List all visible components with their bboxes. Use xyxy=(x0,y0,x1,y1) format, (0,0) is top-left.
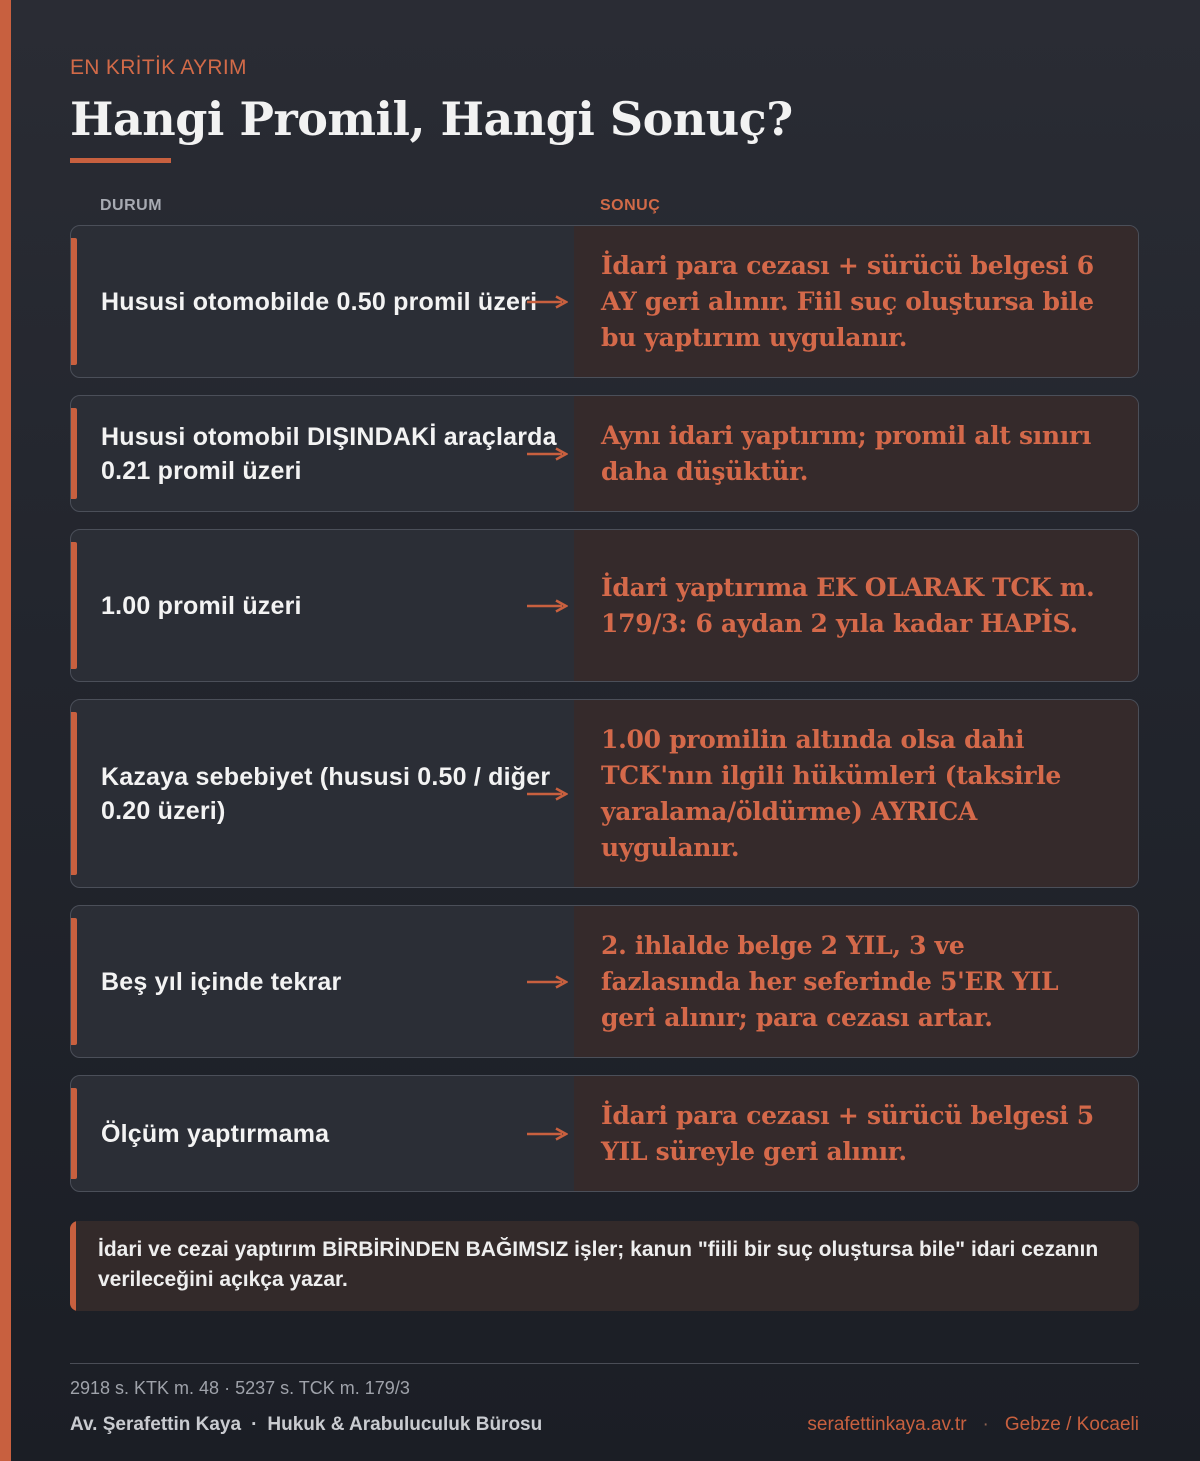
row-condition: Hususi otomobil DIŞINDAKİ araçlarda 0.21 promil üzeri xyxy=(101,422,557,485)
row-condition: Kazaya sebebiyet (hususi 0.50 / diğer 0.20 üzeri) xyxy=(101,762,551,825)
accent-side-bar xyxy=(0,0,11,1461)
location-separator: · xyxy=(982,1414,989,1435)
author-office: Hukuk & Arabuluculuk Bürosu xyxy=(267,1414,543,1435)
page-title: Hangi Promil, Hangi Sonuç? xyxy=(70,92,793,146)
row-result: İdari para cezası + sürücü belgesi 5 YIL süreyle geri alınır. xyxy=(601,1100,1094,1166)
row-result: Aynı idari yaptırım; promil alt sınırı daha düşüktür. xyxy=(601,420,1092,486)
table-row xyxy=(70,529,1139,682)
row-condition: 1.00 promil üzeri xyxy=(101,591,302,620)
column-header-durum: DURUM xyxy=(100,197,163,214)
arrow-right-icon xyxy=(526,975,568,989)
author-line xyxy=(70,1414,542,1436)
arrow-right-icon xyxy=(526,599,568,613)
row-condition: Hususi otomobilde 0.50 promil üzeri xyxy=(101,287,538,316)
column-header-sonuc: SONUÇ xyxy=(600,197,661,214)
site-line xyxy=(807,1414,1139,1436)
arrow-right-icon xyxy=(526,447,568,461)
arrow-right-icon xyxy=(526,787,568,801)
row-result: İdari yaptırıma EK OLARAK TCK m. 179/3: 6 aydan 2 yıla kadar HAPİS. xyxy=(601,572,1095,638)
website-link[interactable]: serafettinkaya.av.tr xyxy=(807,1414,967,1435)
row-result: İdari para cezası + sürücü belgesi 6 AY geri alınır. Fiil suç oluştursa bile bu yaptırım uygulanır. xyxy=(601,250,1094,352)
table-row xyxy=(70,1075,1139,1192)
table-row xyxy=(70,225,1139,378)
table-row xyxy=(70,699,1139,888)
location-text: Gebze / Kocaeli xyxy=(1004,1414,1139,1435)
author-name: Av. Şerafettin Kaya xyxy=(70,1414,242,1435)
note-callout xyxy=(70,1221,1139,1311)
eyebrow-label: EN KRİTİK AYRIM xyxy=(70,56,247,79)
table-row xyxy=(70,905,1139,1058)
arrow-right-icon xyxy=(526,295,568,309)
arrow-right-icon xyxy=(526,1127,568,1141)
row-result: 1.00 promilin altında olsa dahi TCK'nın ilgili hükümleri (taksirle yaralama/öldürme) AYRICA uygulanır. xyxy=(601,724,1062,862)
note-text: İdari ve cezai yaptırım BİRBİRİNDEN BAĞIMSIZ işler; kanun "fiili bir suç oluştursa bile" idari cezanın verileceğini açıkça yazar. xyxy=(98,1238,1099,1291)
row-condition: Ölçüm yaptırmama xyxy=(101,1119,330,1148)
table-row xyxy=(70,395,1139,512)
legal-references: 2918 s. KTK m. 48 · 5237 s. TCK m. 179/3 xyxy=(70,1378,410,1398)
note-accent xyxy=(70,1221,76,1311)
row-result: 2. ihlalde belge 2 YIL, 3 ve fazlasında her seferinde 5'ER YIL geri alınır; para cezası artar. xyxy=(601,930,1059,1032)
author-separator: · xyxy=(251,1414,258,1435)
footer-divider xyxy=(70,1363,1139,1364)
row-condition: Beş yıl içinde tekrar xyxy=(101,967,342,996)
title-underline xyxy=(70,158,171,163)
